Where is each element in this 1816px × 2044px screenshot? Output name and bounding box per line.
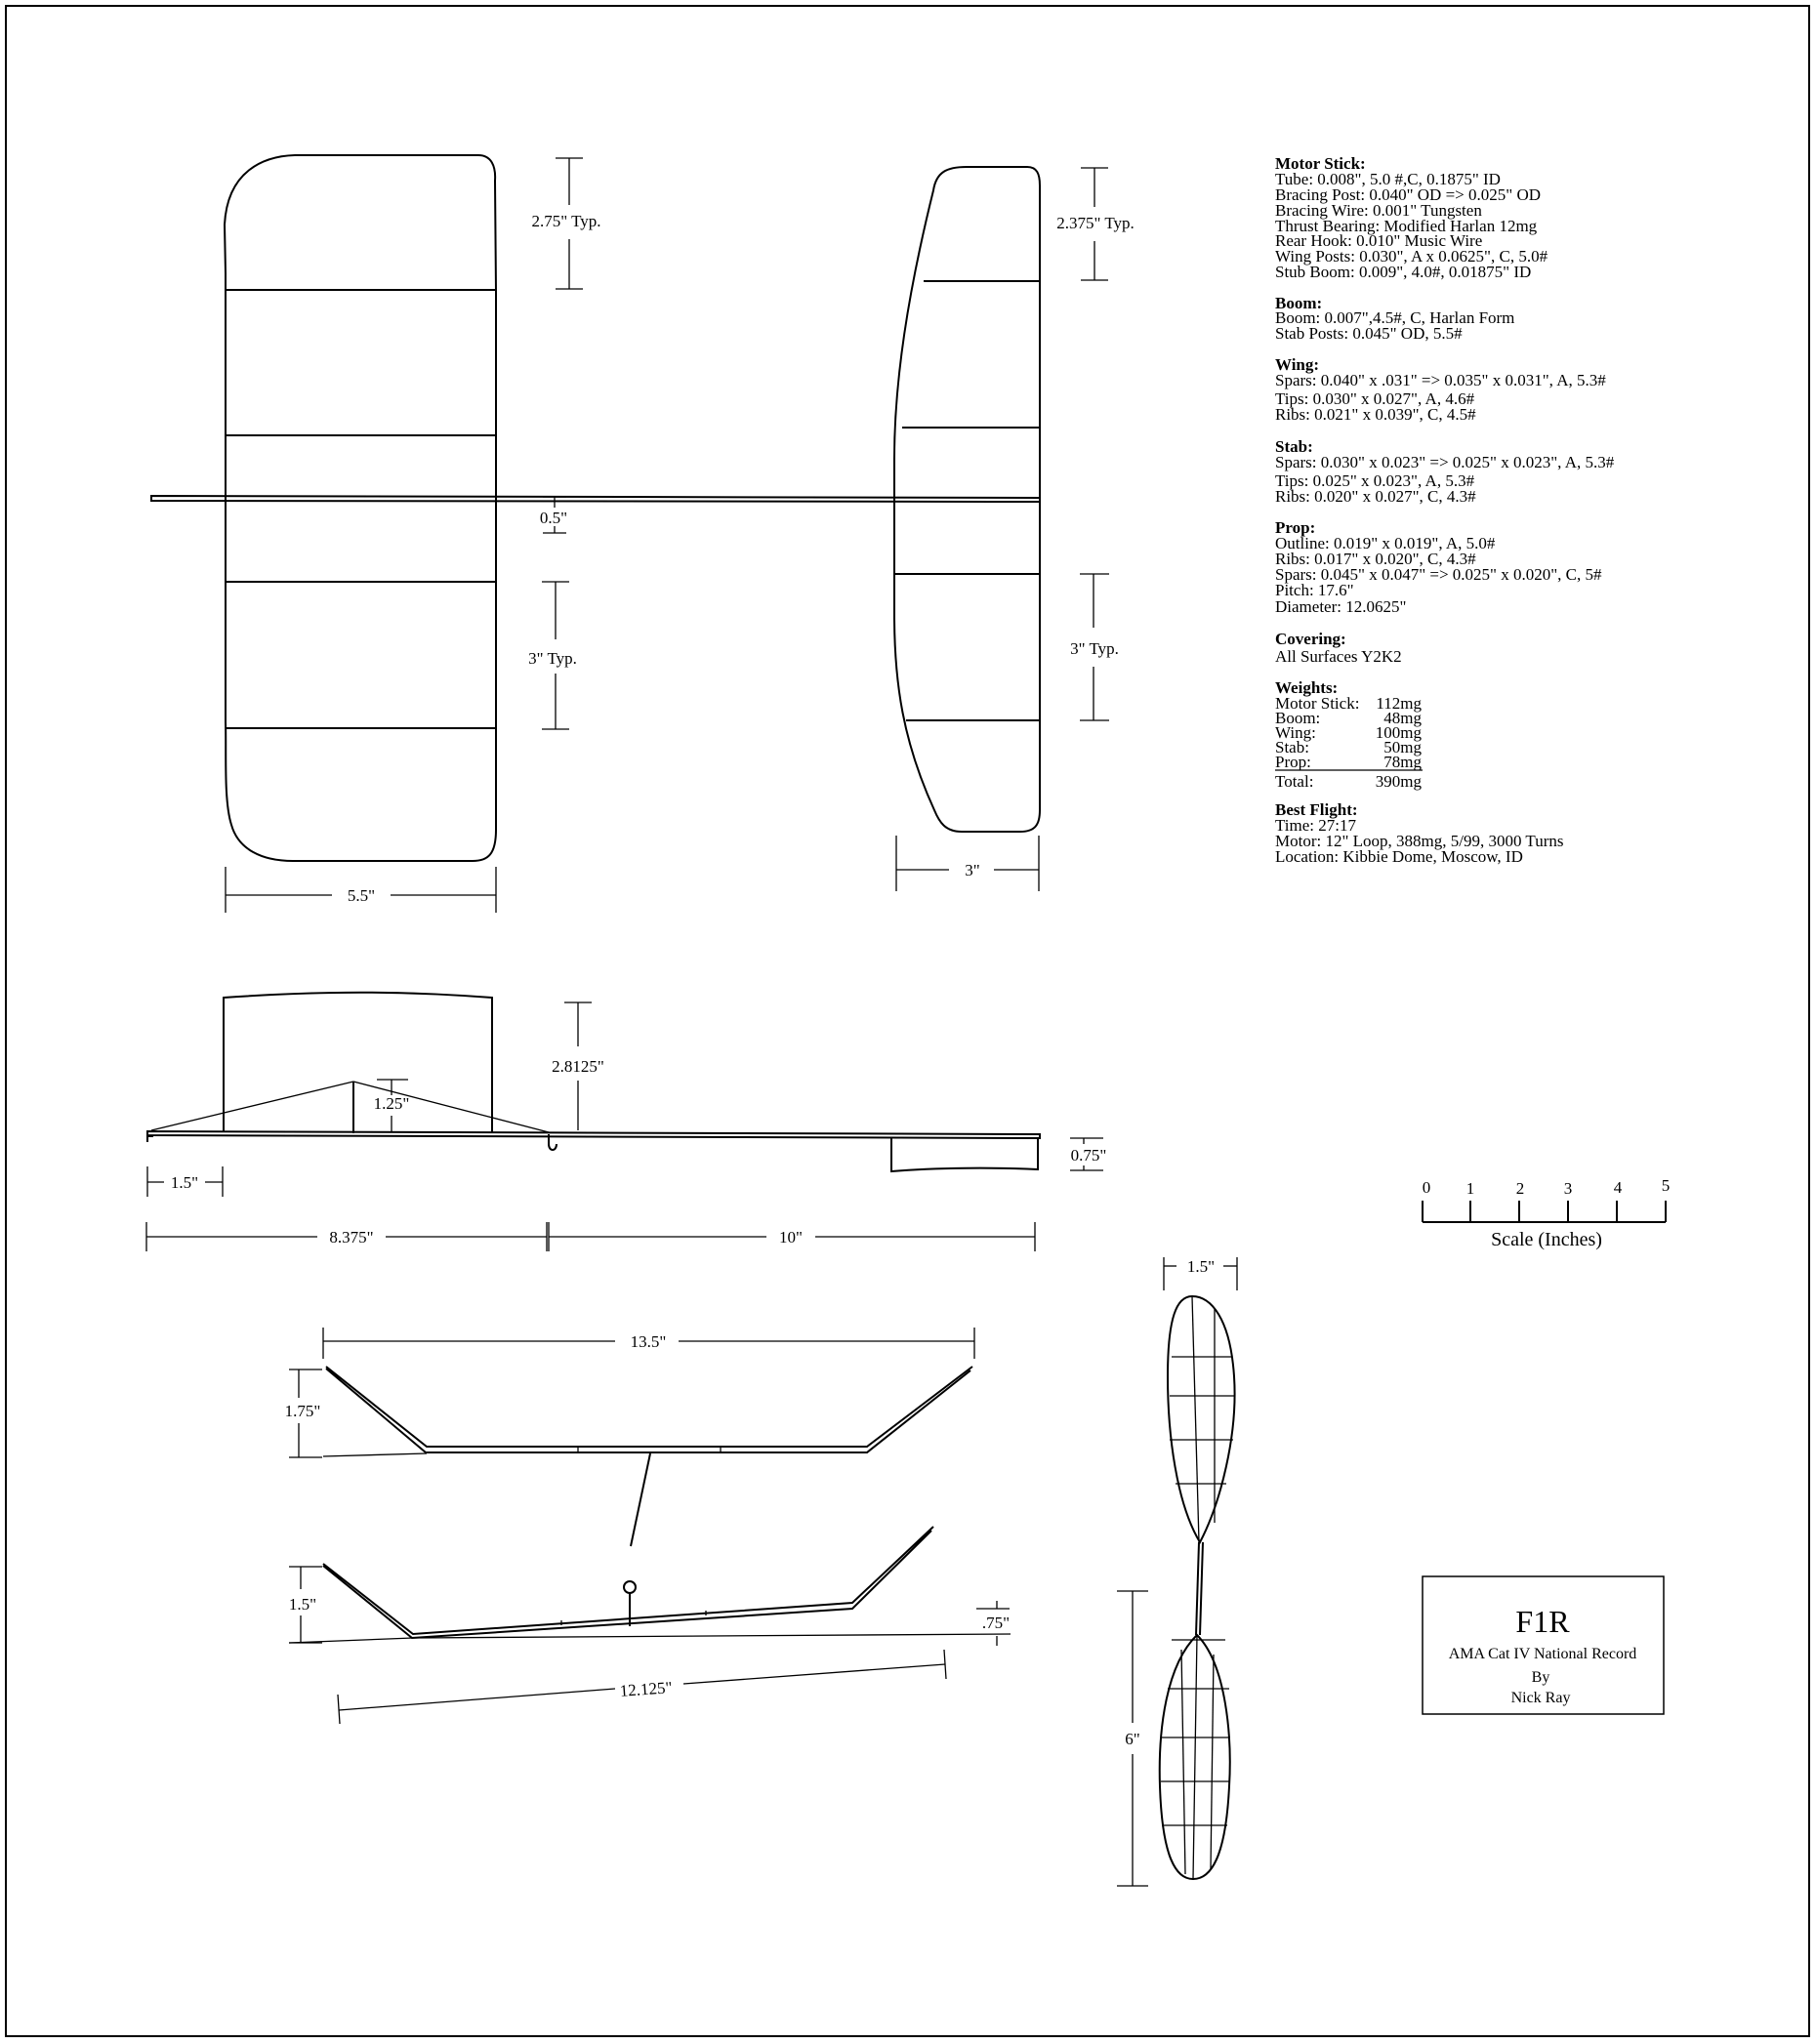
wing-top-view <box>225 155 496 861</box>
prop-blade-upper-ribs <box>1170 1296 1235 1542</box>
side-rear-dimension <box>549 1222 1035 1251</box>
prop-width-dimension <box>1164 1257 1237 1290</box>
spec-line: Pitch: 17.6" <box>1275 581 1354 599</box>
side-wing-height-label: 2.8125" <box>552 1057 604 1076</box>
propeller <box>1160 1296 1235 1879</box>
stab-outline <box>894 167 1040 832</box>
spec-line: Spars: 0.030" x 0.023" => 0.025" x 0.023", A, 5.3# <box>1275 453 1615 471</box>
stab-top-view <box>894 167 1040 832</box>
side-wing-height-dimension <box>552 1002 604 1130</box>
wing-chord-dimension <box>226 867 496 913</box>
stab-rib-dimension <box>1070 574 1119 720</box>
spec-line: Boom: 0.007",4.5#, C, Harlan Form <box>1275 308 1515 327</box>
side-nose-dimension <box>147 1166 223 1197</box>
wing-outline <box>225 155 496 861</box>
spec-line: Bracing Post: 0.040" OD => 0.025" OD <box>1275 185 1541 204</box>
spec-heading: Prop: <box>1275 518 1316 537</box>
spec-line: Tips: 0.025" x 0.023", A, 5.3# <box>1275 471 1475 490</box>
spec-line: Spars: 0.040" x .031" => 0.035" x 0.031", A, 5.3# <box>1275 371 1606 389</box>
drawing-by: By <box>1531 1669 1550 1686</box>
stab-tip-dim-label: 2.375" Typ. <box>1056 214 1135 232</box>
spec-line: Bracing Wire: 0.001" Tungsten <box>1275 201 1482 220</box>
spec-heading: Covering: <box>1275 630 1346 648</box>
spec-line: Ribs: 0.021" x 0.039", C, 4.5# <box>1275 405 1476 424</box>
prop-width-label: 1.5" <box>1186 1257 1216 1276</box>
weight-value: 78mg <box>1383 753 1422 771</box>
front-stab-span-dimension <box>338 1650 946 1724</box>
drawing-subtitle: AMA Cat IV National Record <box>1448 1646 1637 1662</box>
spec-line: Ribs: 0.017" x 0.020", C, 4.3# <box>1275 550 1476 568</box>
side-post-label: 1.25" <box>373 1094 410 1113</box>
spec-line: Motor: 12" Loop, 388mg, 5/99, 3000 Turns <box>1275 832 1564 850</box>
side-fuselage <box>147 1131 1040 1138</box>
front-wing-view <box>326 1367 972 1546</box>
spec-line: Rear Hook: 0.010" Music Wire <box>1275 231 1483 250</box>
wing-rib-dimension <box>528 582 577 729</box>
prop-blade-lower-ribs <box>1161 1635 1230 1879</box>
side-front-dimension <box>146 1222 547 1251</box>
side-stab-outline <box>891 1137 1038 1171</box>
weight-label: Stab: <box>1275 738 1309 756</box>
spec-line: Tips: 0.030" x 0.027", A, 4.6# <box>1275 389 1475 408</box>
weight-label: Boom: <box>1275 709 1321 727</box>
weight-label: Wing: <box>1275 723 1316 742</box>
spec-line: Stub Boom: 0.009", 4.0#, 0.01875" ID <box>1275 263 1532 281</box>
side-rear-label: 10" <box>779 1228 803 1247</box>
weight-label: Motor Stick: <box>1275 694 1360 713</box>
prop-blade-label: 6" <box>1125 1730 1140 1748</box>
scale-tick-label: 1 <box>1465 1179 1475 1198</box>
spec-heading: Boom: <box>1275 294 1323 312</box>
front-wing-dihedral-dimension <box>285 1369 427 1457</box>
front-wing-dihedral-label: 1.75" <box>284 1402 321 1420</box>
spec-line: Outline: 0.019" x 0.019", A, 5.0# <box>1275 534 1496 552</box>
side-stab-height-label: 0.75" <box>1070 1146 1107 1165</box>
prop-blade-upper <box>1168 1296 1235 1542</box>
title-block <box>1423 1576 1664 1714</box>
scale-tick-label: 4 <box>1613 1178 1623 1197</box>
spec-line: Tube: 0.008", 5.0 #,C, 0.1875" ID <box>1275 170 1501 188</box>
spec-heading: Wing: <box>1275 355 1320 374</box>
spec-heading: Motor Stick: <box>1275 154 1366 173</box>
side-front-label: 8.375" <box>329 1228 374 1247</box>
wing-offset-dim-label: 0.5" <box>539 509 568 527</box>
drawing-author: Nick Ray <box>1510 1690 1571 1706</box>
front-stab-view <box>323 1527 933 1638</box>
stab-chord-dim-label: 3" <box>965 861 980 879</box>
front-boom-section <box>624 1581 636 1593</box>
weight-value: 50mg <box>1383 738 1422 756</box>
stab-rib-dim-label: 3" Typ. <box>1070 639 1119 658</box>
prop-hub-shaft <box>1196 1542 1203 1635</box>
drawing-title: F1R <box>1515 1604 1570 1639</box>
spec-line: Wing Posts: 0.030", A x 0.0625", C, 5.0# <box>1275 247 1548 266</box>
wing-rib-dim-label: 3" Typ. <box>528 649 577 668</box>
spec-list <box>1275 154 1615 866</box>
prop-blade-dimension <box>1117 1591 1148 1886</box>
weight-value: 48mg <box>1383 709 1422 727</box>
scale-tick-label: 0 <box>1422 1178 1431 1197</box>
front-stab-dihedral-label: 1.5" <box>288 1595 317 1614</box>
spec-line: Location: Kibbie Dome, Moscow, ID <box>1275 847 1523 866</box>
wing-offset-dimension <box>540 497 567 533</box>
stab-tip-dimension <box>1056 168 1135 280</box>
spec-line: All Surfaces Y2K2 <box>1275 647 1402 666</box>
scale-label: Scale (Inches) <box>1491 1229 1602 1250</box>
weight-label: Total: <box>1275 772 1314 791</box>
side-view <box>147 993 1040 1171</box>
weight-label: Prop: <box>1275 753 1311 771</box>
side-post-dimension <box>374 1080 410 1132</box>
front-wing-post <box>631 1453 650 1546</box>
fuselage-top-view <box>151 496 1040 502</box>
spec-line: Spars: 0.045" x 0.047" => 0.025" x 0.020", C, 5# <box>1275 565 1602 584</box>
front-wing-outline <box>326 1367 972 1452</box>
spec-line: Stab Posts: 0.045" OD, 5.5# <box>1275 324 1463 343</box>
spec-line: Time: 27:17 <box>1275 816 1356 835</box>
side-wing-outline <box>224 993 492 1132</box>
spec-line: Thrust Bearing: Modified Harlan 12mg <box>1275 217 1538 235</box>
spec-line: Diameter: 12.0625" <box>1275 597 1407 616</box>
wing-tip-dimension <box>531 158 600 289</box>
side-stab-height-dimension <box>1070 1138 1106 1170</box>
weight-value: 390mg <box>1375 772 1422 791</box>
front-wing-span-label: 13.5" <box>630 1332 667 1351</box>
weight-value: 100mg <box>1375 723 1422 742</box>
stab-chord-dimension <box>896 836 1039 891</box>
spec-heading: Stab: <box>1275 437 1313 456</box>
scale-tick-label: 3 <box>1563 1179 1573 1198</box>
spec-heading: Weights: <box>1275 678 1339 697</box>
spec-heading: Best Flight: <box>1275 800 1358 819</box>
front-wing-span-dimension <box>323 1328 974 1359</box>
scale-tick-label: 2 <box>1515 1179 1525 1198</box>
wing-tip-dim-label: 2.75" Typ. <box>531 212 601 230</box>
scale-bar <box>1423 1176 1671 1250</box>
side-bracing-wire <box>151 1082 353 1130</box>
front-stab-tilt-label: .75" <box>981 1614 1011 1632</box>
wing-chord-dim-label: 5.5" <box>347 886 376 905</box>
front-stab-dihedral-dimension <box>289 1567 413 1643</box>
scale-tick-label: 5 <box>1661 1176 1671 1195</box>
weight-value: 112mg <box>1376 694 1422 713</box>
front-stab-tilt-dimension <box>413 1601 1011 1646</box>
side-nose-label: 1.5" <box>170 1173 199 1192</box>
spec-line: Ribs: 0.020" x 0.027", C, 4.3# <box>1275 487 1476 506</box>
front-stab-span-label: 12.125" <box>619 1678 674 1700</box>
